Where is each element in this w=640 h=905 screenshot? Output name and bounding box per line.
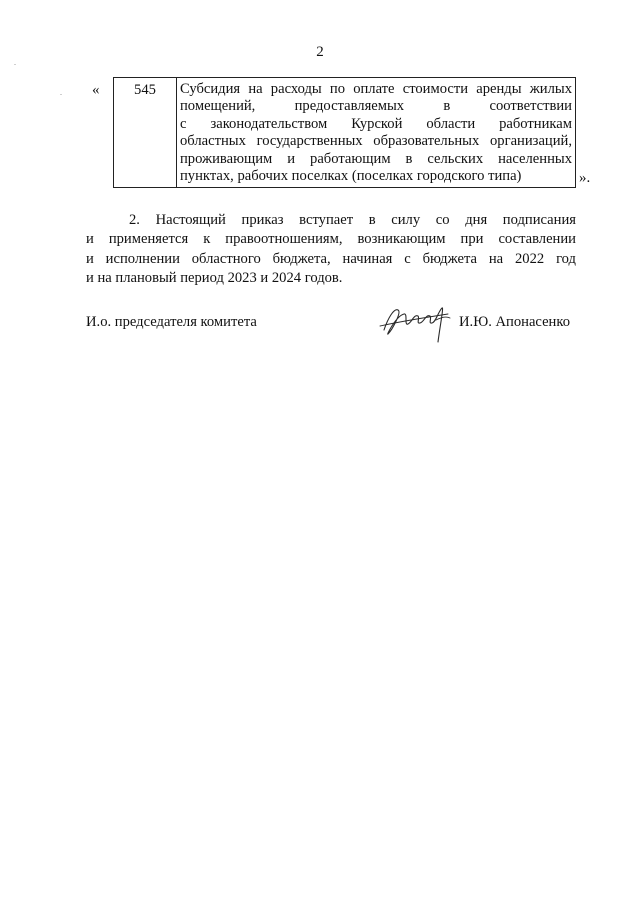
budget-classification-table (113, 77, 576, 188)
description-line: областных государственных образовательных организаций, (180, 133, 572, 150)
page-number: 2 (316, 44, 324, 60)
description-line: пунктах, рабочих поселках (поселках городского типа) (180, 168, 522, 185)
scan-speck (60, 94, 62, 95)
description-line: проживающим и работающим в сельских населенных (180, 150, 572, 167)
signer-name: И.Ю. Апонасенко (459, 314, 571, 330)
opening-quote: « (92, 82, 100, 98)
description-line: помещений, предоставляемых в соответствии (180, 98, 572, 115)
description-line: с законодательством Курской области работникам (180, 115, 572, 132)
handwritten-signature (378, 296, 458, 348)
effective-date-paragraph (86, 211, 576, 289)
paragraph-line: и исполнении областного бюджета, начиная с бюджета на 2022 год (86, 250, 576, 267)
table-row (114, 78, 576, 188)
paragraph-line: 2. Настоящий приказ вступает в силу со дня подписания (129, 212, 576, 228)
description-line: Субсидия на расходы по оплате стоимости аренды жилых (180, 81, 572, 97)
signer-role: И.о. председателя комитета (86, 314, 257, 330)
scan-speck (14, 64, 16, 65)
closing-quote: ». (579, 170, 591, 186)
paragraph-line: и применяется к правоотношениям, возникающим при составлении (86, 231, 576, 248)
code-cell: 545 (114, 78, 177, 188)
paragraph-line: и на плановый период 2023 и 2024 годов. (86, 270, 343, 287)
description-cell (177, 78, 576, 188)
